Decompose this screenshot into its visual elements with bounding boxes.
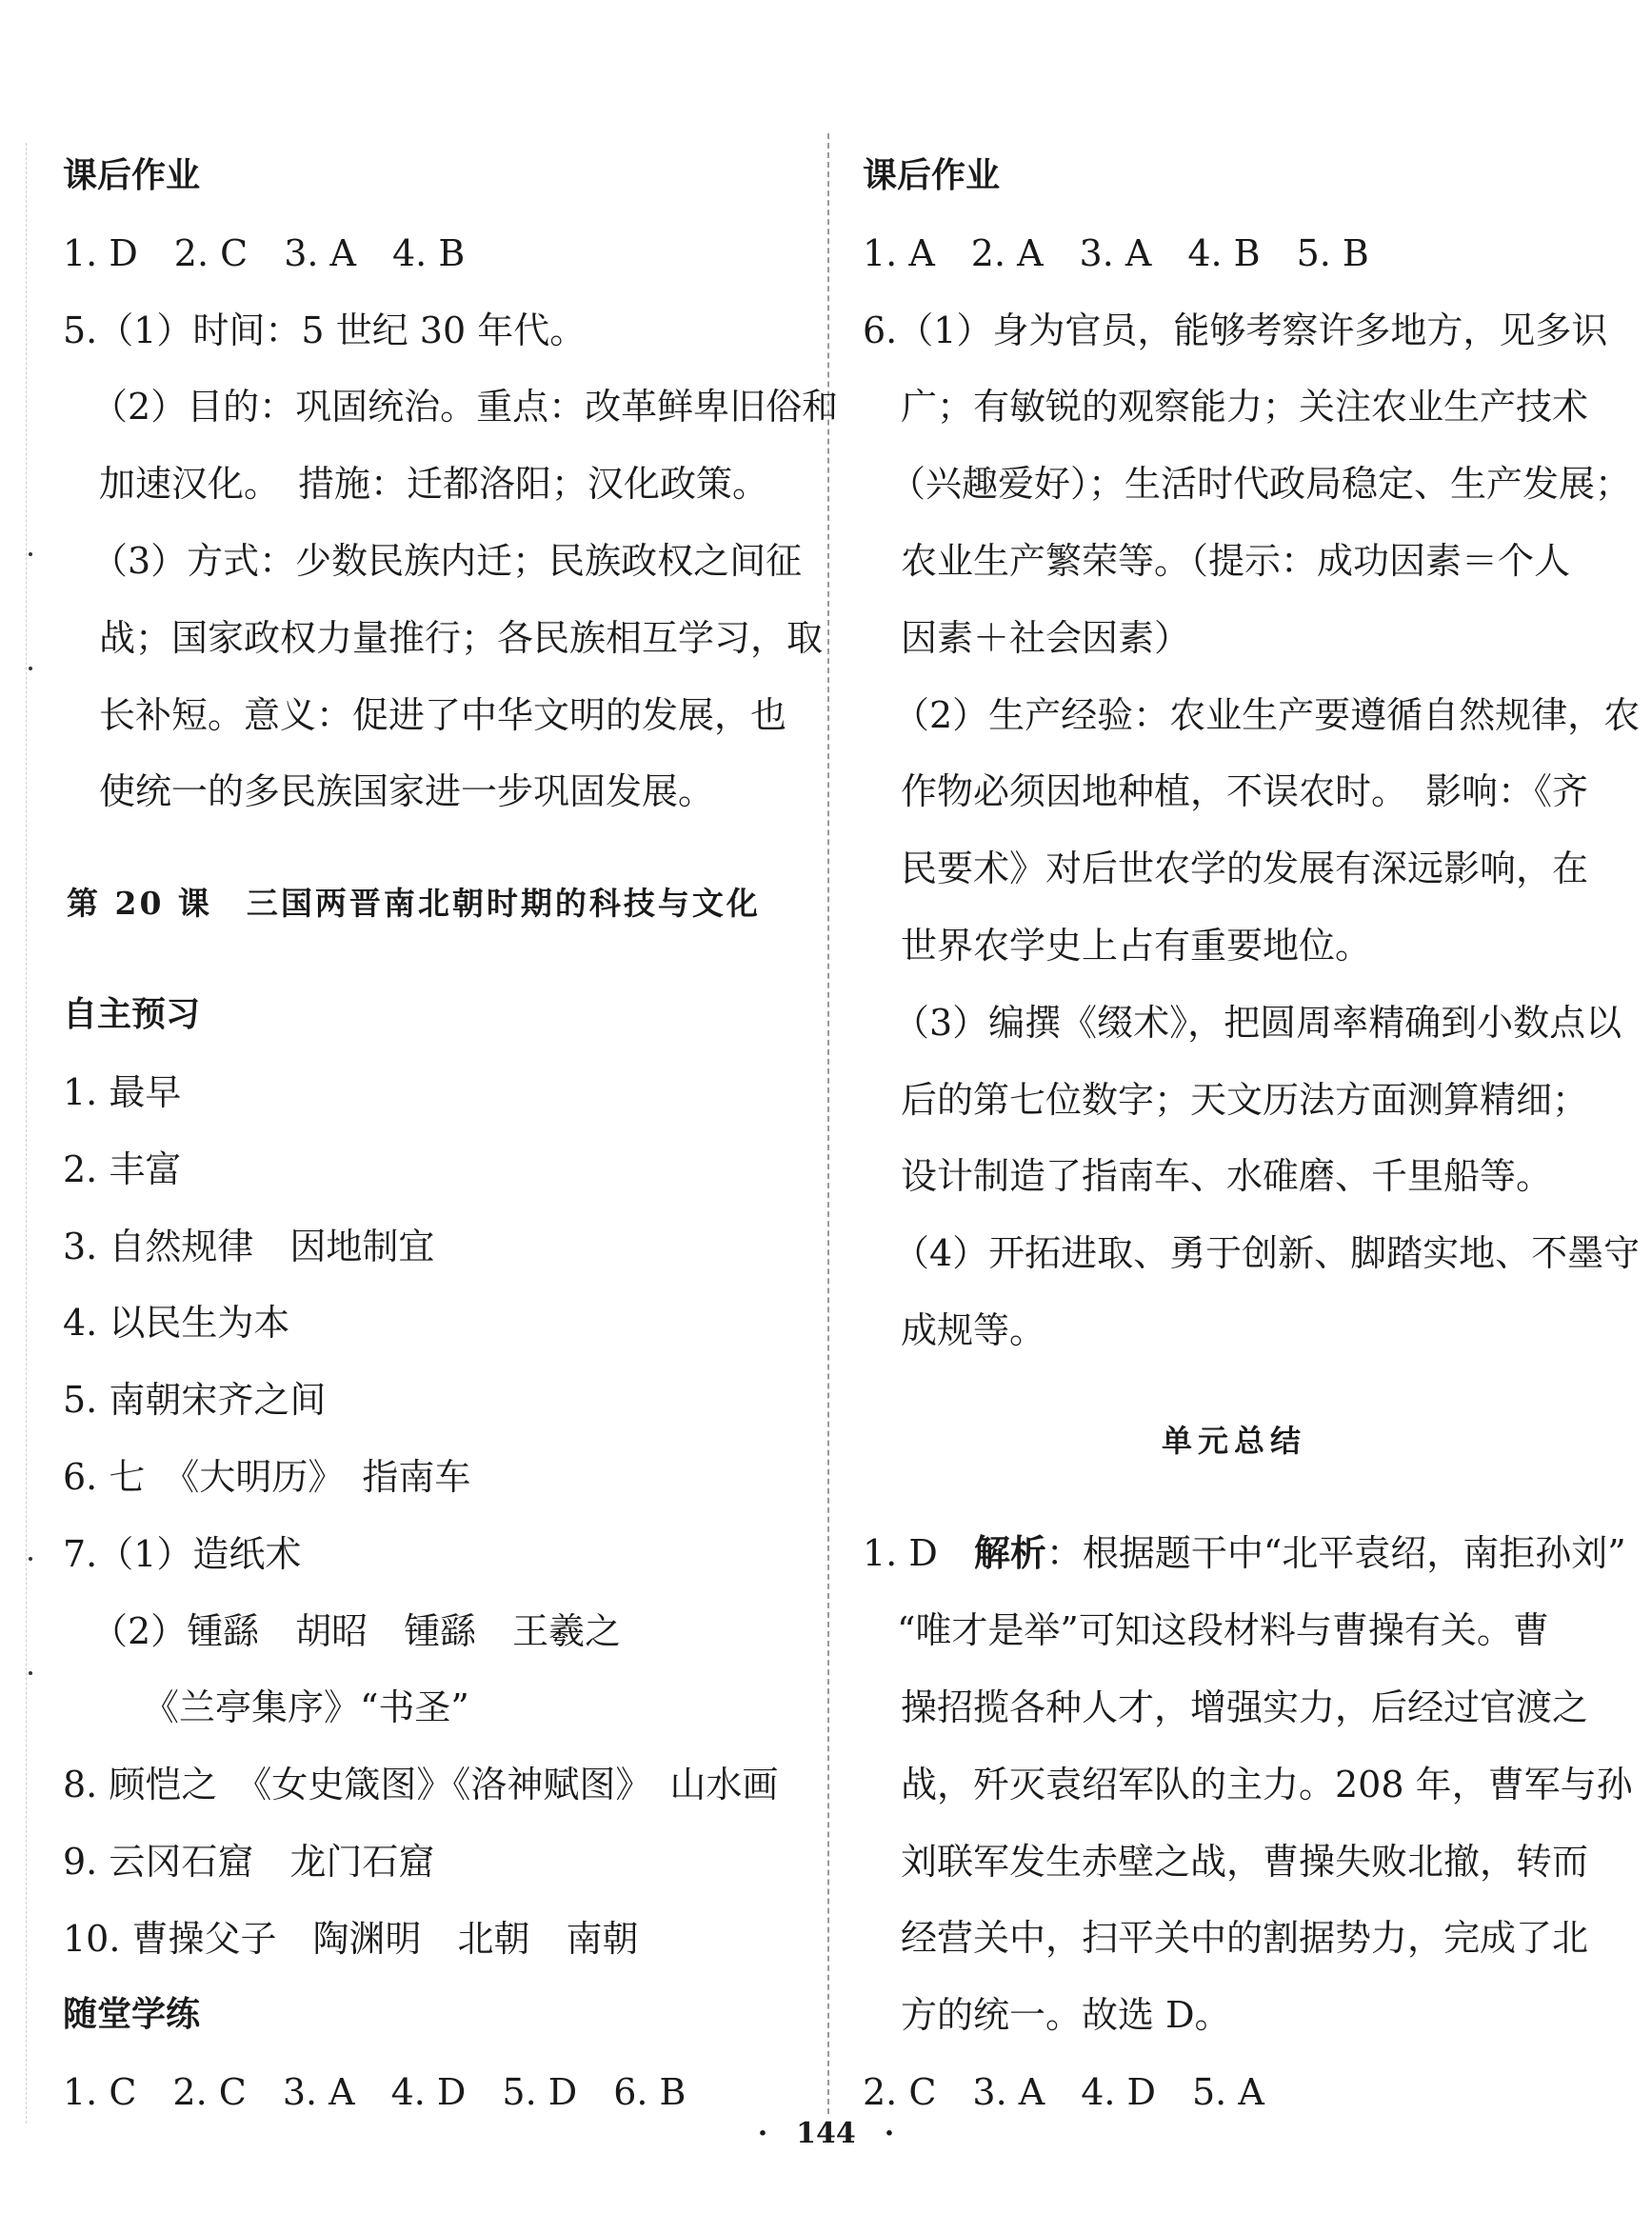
analysis-line: “唯才是举”可知这段材料与曹操有关。曹 (897, 1609, 1549, 1651)
answer-line: 使统一的多民族国家进一步巩固发展。 (99, 770, 715, 812)
answer-line: （2）生产经验：农业生产要遵循自然规律，农 (893, 694, 1641, 736)
answer-line: （2）目的：巩固统治。重点：改革鲜卑旧俗和 (91, 386, 839, 428)
answer-line: （4）开拓进取、勇于创新、脚踏实地、不墨守 (893, 1232, 1641, 1274)
answer-line: 8. 顾恺之 《女史箴图》《洛神赋图》 山水画 (63, 1764, 779, 1805)
answer-line: 6.（1）身为官员，能够考察许多地方，见多识 (863, 309, 1608, 351)
analysis-line: 战，歼灭袁绍军队的主力。208 年，曹军与孙 (901, 1764, 1633, 1805)
margin-dot (29, 1671, 32, 1675)
answer-line: 《兰亭集序》“书圣” (143, 1686, 469, 1728)
answer-line: 3. 自然规律 因地制宜 (63, 1226, 435, 1267)
answer-line: （3）方式：少数民族内迁；民族政权之间征 (91, 540, 803, 582)
answer-line: 4. 以民生为本 (63, 1302, 290, 1344)
answer-line: 1. A 2. A 3. A 4. B 5. B (863, 232, 1369, 274)
analysis-line: 方的统一。故选 D。 (901, 1994, 1231, 2036)
answer-line: 后的第七位数字；天文历法方面测算精细； (901, 1079, 1589, 1121)
page-number: · 144 · (757, 2117, 895, 2150)
section-title-homework: 课后作业 (863, 156, 1001, 195)
answer-line: （兴趣爱好）；生活时代政局稳定、生产发展； (889, 463, 1632, 505)
answer-line: 1. C 2. C 3. A 4. D 5. D 6. B (63, 2071, 687, 2113)
answer-line: 农业生产繁荣等。（提示：成功因素＝个人 (901, 540, 1571, 582)
answer-line: （3）编撰《缀术》，把圆周率精确到小数点以 (893, 1002, 1622, 1044)
answer-line: 加速汉化。 措施：迁都洛阳；汉化政策。 (99, 463, 769, 505)
answer-line: 10. 曹操父子 陶渊明 北朝 南朝 (63, 1918, 639, 1960)
analysis-line: 操招揽各种人才，增强实力，后经过官渡之 (901, 1686, 1589, 1728)
lesson-title: 第 20 课 三国两晋南北朝时期的科技与文化 (67, 885, 761, 922)
answer-line: 1. 最早 (63, 1071, 182, 1113)
section-title-preview: 自主预习 (63, 995, 201, 1034)
answer-line: 民要术》对后世农学的发展有深远影响，在 (901, 848, 1589, 889)
answer-line: 2. C 3. A 4. D 5. A (863, 2071, 1264, 2113)
answer-line: 6. 七 《大明历》 指南车 (63, 1456, 471, 1498)
margin-dot (29, 1557, 32, 1561)
answer-line: 5. 南朝宋齐之间 (63, 1379, 327, 1421)
answer-line: 2. 丰富 (63, 1148, 182, 1190)
answer-line: 因素＋社会因素） (901, 617, 1191, 659)
answer-line: 7.（1）造纸术 (63, 1533, 302, 1575)
margin-dot (29, 667, 32, 670)
answer-line: 作物必须因地种植，不误农时。 影响：《齐 (901, 770, 1589, 812)
answer-line: 广；有敏锐的观察能力；关注农业生产技术 (901, 386, 1589, 428)
analysis-line (863, 1531, 1626, 1575)
analysis-line: 刘联军发生赤壁之战，曹操失败北撤，转而 (901, 1841, 1589, 1883)
analysis-label: 解析 (973, 1532, 1046, 1574)
unit-summary-title: 单元总结 (1162, 1423, 1307, 1459)
answer-line: 设计制造了指南车、水碓磨、千里船等。 (901, 1155, 1553, 1197)
section-title-homework: 课后作业 (63, 156, 201, 195)
analysis-line: 经营关中，扫平关中的割据势力，完成了北 (901, 1917, 1589, 1959)
answer-line: （2）锺繇 胡昭 锺繇 王羲之 (91, 1610, 622, 1652)
analysis-text: ：根据题干中“北平袁绍，南拒孙刘” (1045, 1532, 1626, 1574)
answer-line: 长补短。意义：促进了中华文明的发展，也 (99, 694, 787, 736)
section-title-practice: 随堂学练 (63, 1995, 201, 2034)
margin-dot (29, 552, 32, 556)
answer-line: 成规等。 (901, 1309, 1046, 1351)
answer-line: 战；国家政权力量推行；各民族相互学习，取 (99, 617, 824, 659)
answer-line: 9. 云冈石窟 龙门石窟 (63, 1841, 435, 1883)
page-edge-line (26, 143, 27, 2124)
column-divider (827, 133, 829, 2114)
question-number: 1. D (863, 1532, 974, 1574)
answer-line: 1. D 2. C 3. A 4. B (63, 232, 466, 274)
answer-line: 5.（1）时间：5 世纪 30 年代。 (63, 309, 587, 351)
answer-line: 世界农学史上占有重要地位。 (901, 925, 1372, 967)
